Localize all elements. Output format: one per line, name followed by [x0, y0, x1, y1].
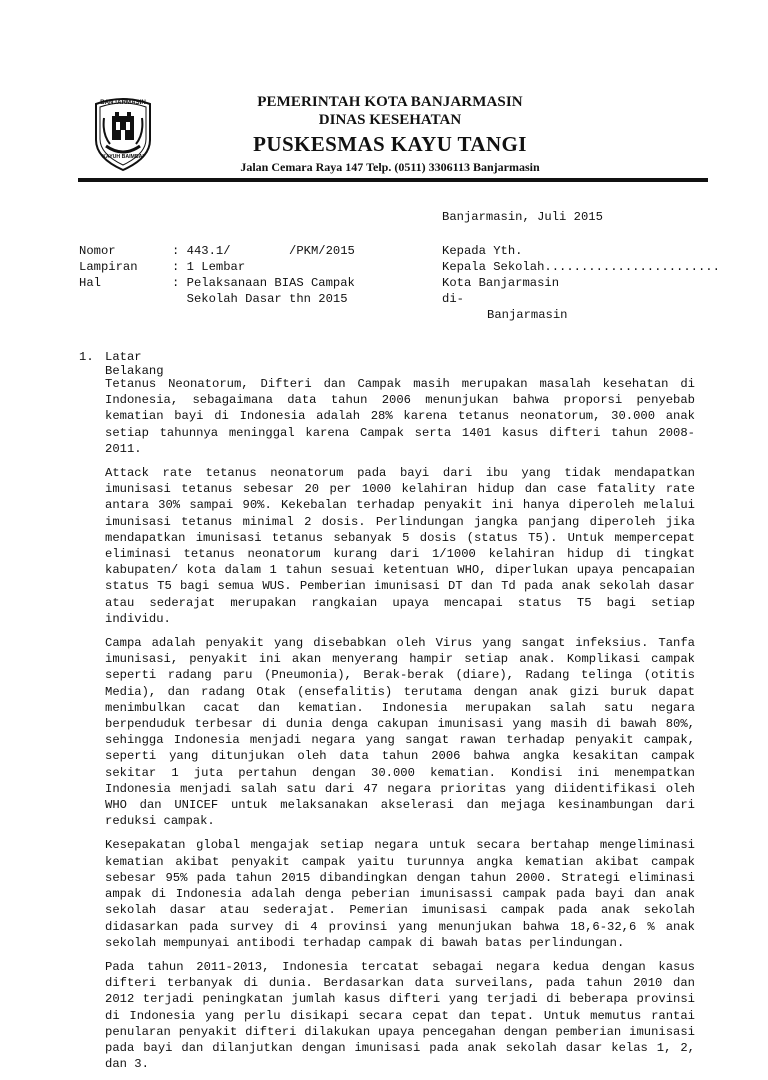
paragraph: Attack rate tetanus neonatorum pada bayi dari ibu yang tidak mendapatkan imunisasi tetanus sebesar 20 per 1000 kelahiran hidup dan case fatality rate antara 30% sampai 90%. Kekebalan terhadap penyakit ini hanya diperoleh melalui imunisasi tetanus minimal 2 dosis. Perlindungan jangka panjang diperoleh jika mendapatkan imunisasi tetanus sebanyak 5 dosis (status T5). Untuk mempercepat eliminasi tetanus neonatorum kurang dari 1/1000 kelahiran hidup di tingkat kabupaten/ kota dalam 1 tahun sesuai ketentuan WHO, diperlukan upaya pencapaian status T5 bagi semua WUS. Pemberian imunisasi DT dan Td pada anak sekolah dasar atau sederajat merupakan rangkaian upaya mencapai status T5 bagi setiap individu.: [105, 466, 695, 626]
recipient-block: [442, 243, 720, 323]
banjarmasin-emblem-icon: [90, 92, 156, 172]
hal-value-line1: : Pelaksanaan BIAS Campak: [172, 276, 355, 290]
logo-text-top: BANJARMASIN: [100, 99, 146, 106]
letterhead: [160, 93, 620, 175]
letter-body: [105, 376, 695, 1080]
recipient-location: Banjarmasin: [487, 308, 568, 322]
recipient-title: Kepala Sekolah........................: [442, 260, 720, 274]
logo-text-bottom: KAYUH BAIMBAI: [102, 154, 144, 160]
letterhead-address: Jalan Cemara Raya 147 Telp. (0511) 3306113 Banjarmasin: [240, 160, 540, 174]
nomor-label: Nomor: [79, 244, 116, 258]
recipient-greeting: Kepada Yth.: [442, 244, 523, 258]
nomor-value: : 443.1/ /PKM/2015: [172, 244, 355, 258]
paragraph: Tetanus Neonatorum, Difteri dan Campak masih merupakan masalah kesehatan di Indonesia, sebagaimana data tahun 2006 menunjukan bahwa proporsi penyebab kematian bayi di Indonesia adalah 28% karena tetanus neonatorum, 30.000 anak setiap tahunnya meninggal karena Campak serta 1401 kasus difteri tahun 2008-2011.: [105, 377, 695, 456]
paragraph: Kesepakatan global mengajak setiap negara untuk secara bertahap mengeliminasi kematian akibat penyakit campak yaitu turunnya angka kematian akibat campak sebesar 95% pada tahun 2015 dibandingkan dengan tahun 2000. Strategi eliminasi ampak di Indonesia adalah denga peberian imunisassi campak pada bayi dan anak sekolah dasar atau sederajat. Pemerian imunisasi campak pada anak sekolah didasarkan pada survey di 4 provinsi yang menunjukan bahwa 18,6-32,6 % anak sekolah mempunyai antibodi terhadap campak di bawah batas perlindungan.: [105, 838, 695, 950]
letterhead-institution: PUSKESMAS KAYU TANGI: [253, 132, 527, 156]
letterhead-department: DINAS KESEHATAN: [318, 112, 462, 128]
recipient-di: di-: [442, 292, 464, 306]
letter-date: Banjarmasin, Juli 2015: [442, 210, 603, 224]
letterhead-government: PEMERINTAH KOTA BANJARMASIN: [257, 94, 523, 110]
section-title: Latar Belakang: [105, 350, 164, 378]
letterhead-divider: [78, 178, 708, 182]
section-number: 1.: [79, 350, 94, 364]
lampiran-label: Lampiran: [79, 260, 138, 274]
paragraph: Pada tahun 2011-2013, Indonesia tercatat sebagai negara kedua dengan kasus difteri terbanyak di dunia. Berdasarkan data surveilans, pada tahun 2010 dan 2012 terjadi peningkatan jumlah kasus difteri yang terjadi di beberapa provinsi di Indonesia yang perlu disikapi secara cepat dan tepat. Untuk memutus rantai penularan penyakit difteri dilakukan upaya pencegahan dengan pemberian imunisasi pada bayi dan dilanjutkan dengan imunisasi pada anak sekolah dasar kelas 1, 2, dan 3.: [105, 959, 695, 1072]
paragraph: Campa adalah penyakit yang disebabkan oleh Virus yang sangat infeksius. Tanfa imunisasi, penyakit ini akan menyerang hampir setiap anak. Komplikasi campak seperti radang paru (Pneumonia), Berak-berak (diare), Radang telinga (otitis Media), dan radang Otak (ensefalitis) terutama dengan anak gizi buruk dapat menimbulkan cacat dan kematian. Indonesia merupakan salah satu negara berpenduduk terbesar di dunia denga cakupan imunisasi yang masih di bawah 80%, sehingga Indonesia menjadi negara yang sangat rawan terhadap penyakit campak, seperti yang ditunjukan oleh data tahun 2006 bahwa angka kesakitan campak sekitar 1 juta pertahun dengan 30.000 kematian. Kondisi ini menempatkan Indonesia menjadi salah satu dari 47 negara prioritas yang diidentifikasi oleh WHO dan UNICEF untuk melaksanakan akselerasi dan mejaga kesinambungan dari reduksi campak.: [105, 636, 695, 829]
recipient-city: Kota Banjarmasin: [442, 276, 560, 290]
lampiran-value: : 1 Lembar: [172, 260, 246, 274]
hal-label: Hal: [79, 276, 101, 290]
hal-value-line2: Sekolah Dasar thn 2015: [172, 292, 348, 306]
